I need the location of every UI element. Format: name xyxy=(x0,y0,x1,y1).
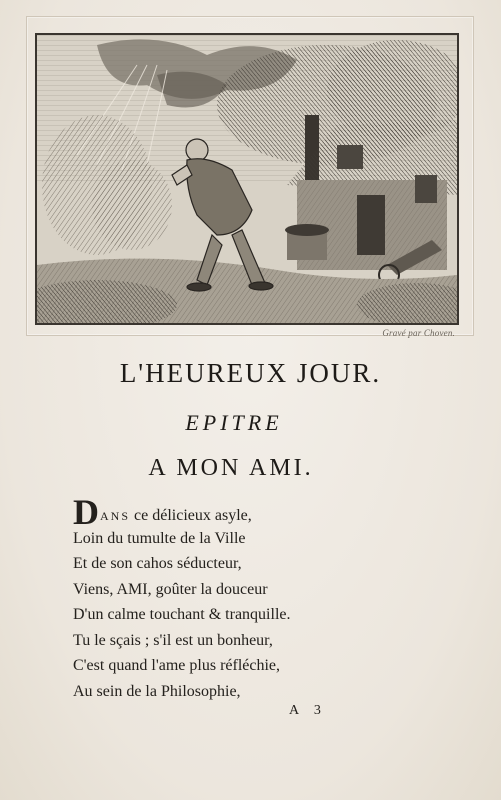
poem-line: D'un calme touchant & tranquille. xyxy=(73,606,291,623)
poem-line: Et de son cahos séducteur, xyxy=(73,555,242,572)
poem xyxy=(73,492,473,704)
line1-rest: ce délicieux asyle, xyxy=(134,507,252,524)
engraver-caption: Gravé par Choven. xyxy=(382,328,455,338)
poem-line: C'est quand l'ame plus réfléchie, xyxy=(73,657,281,674)
poem-line: Loin du tumulte de la Ville xyxy=(73,529,246,547)
page-signature: A 3 xyxy=(289,703,327,718)
subtitle: EPITRE xyxy=(185,410,283,435)
poem-line: Tu le sçais ; s'il est un bonheur, xyxy=(73,631,273,649)
engraving-scene xyxy=(37,35,457,323)
first-word-rest: ANS xyxy=(100,509,131,523)
poem-line-1 xyxy=(73,492,473,532)
drop-cap: D xyxy=(73,492,99,532)
poem-line: Viens, AMI, goûter la douceur xyxy=(73,580,268,598)
dedication: A MON AMI. xyxy=(148,455,314,481)
engraving-illustration xyxy=(35,33,459,325)
page-title: L'HEUREUX JOUR. xyxy=(119,358,382,388)
poem-line: Au sein de la Philosophie, xyxy=(73,682,241,700)
